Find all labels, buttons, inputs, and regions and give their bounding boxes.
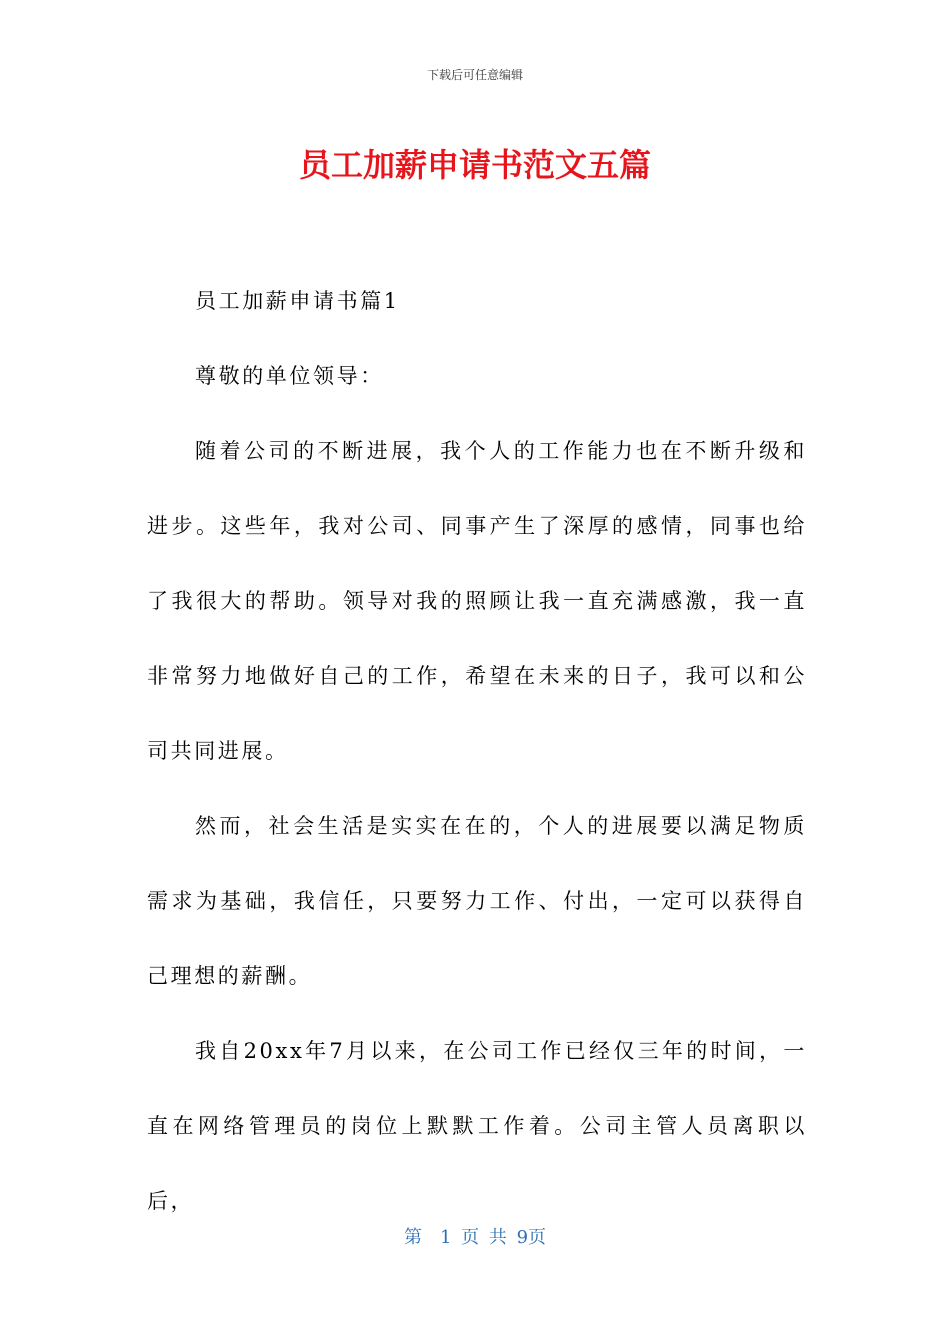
- body-paragraph: 然而，社会生活是实实在在的，个人的进展要以满足物质需求为基础，我信任，只要努力工作、付出，一定可以获得自己理想的薪酬。: [147, 814, 807, 988]
- page-footer: [0, 1226, 950, 1250]
- body-paragraph: 我自20xx年7月以来，在公司工作已经仅三年的时间，一直在网络管理员的岗位上默默工作着。公司主管人员离职以后，: [147, 1039, 807, 1213]
- body-paragraph: 随着公司的不断进展，我个人的工作能力也在不断升级和进步。这些年，我对公司、同事产生了深厚的感情，同事也给了我很大的帮助。领导对我的照顾让我一直充满感激，我一直非常努力地做好自己的工作，希望在未来的日子，我可以和公司共同进展。: [147, 439, 807, 763]
- page-header: 下载后可任意编辑: [426, 68, 523, 82]
- document-body: [147, 264, 807, 1239]
- document-title: 员工加薪申请书范文五篇: [298, 146, 651, 184]
- salutation: 尊敬的单位领导：: [195, 364, 384, 388]
- page-number: 第 1 页 共 9页: [403, 1227, 547, 1248]
- section-heading: 员工加薪申请书篇1: [195, 289, 400, 313]
